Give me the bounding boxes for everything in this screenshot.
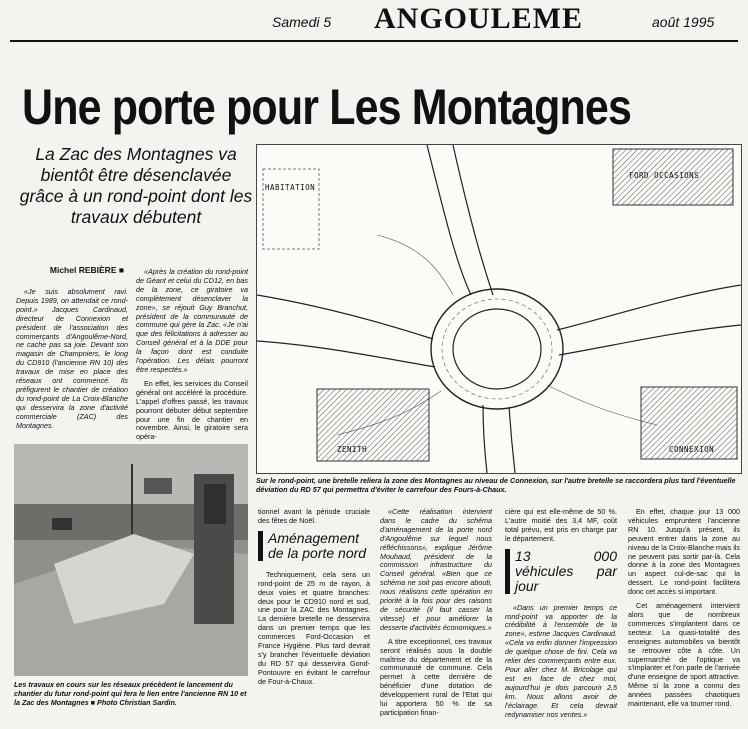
headline: Une porte pour Les Montagnes	[22, 79, 632, 135]
roundabout-plan	[256, 144, 742, 474]
col4-paragraph: «Cette réalisation intervient dans le cadre du schéma d'aménagement de la porte nord d'Angoulême sur lequel nous réfléchissons», explique Jérôme Mouhaud, président de la commission infrastructure du Conseil général. «Bien que ce schéma ne soit pas encore abouti, nous réalisons cette opération en priorité à la fois pour des raisons de sécurité (il faut casser la vitesse) et pour améliorer la desserte d'activités économiques.»	[380, 507, 492, 632]
col5-paragraph: cière qui est elle-même de 50 %. L'autre moitié des 3,4 MF, coût total prévu, est pris en charge par le département.	[505, 507, 617, 543]
map-label-habitation: HABITATION	[265, 183, 316, 192]
curb	[377, 235, 453, 295]
branch-west-edge	[257, 341, 435, 367]
map-label-connexion: CONNEXION	[669, 445, 715, 454]
masthead-date: Samedi 5	[272, 14, 332, 30]
map-label-ford: FORD OCCASIONS	[629, 171, 700, 180]
section-heading: 13 000 véhicules par jour	[505, 549, 617, 594]
col3-paragraph: tionnel avant la période cruciale des fêtes de Noël.	[258, 507, 370, 525]
section-heading: Aménagement de la porte nord	[258, 531, 370, 561]
masthead-city: ANGOULEME	[374, 2, 584, 35]
roundabout-outer	[431, 289, 563, 409]
article-column-4	[380, 508, 492, 723]
col4-paragraph: A titre exceptionnel, ces travaux seront réalisés sous la double maîtrise du département et de la communauté de commune. Cela permet à cette dernière de bénéficier d'une dotation de développement rural de l'Etat qui lui apportera 50 % de sa participation finan-	[380, 636, 492, 717]
branch-east	[557, 285, 741, 330]
article-column-2	[136, 268, 248, 447]
col2-paragraph: En effet, les services du Conseil général ont accéléré la procédure. L'appel d'offres passé, les travaux pourront débuter début septembre pour une fin de chantier en novembre. Ainsi, le giratoire sera opéra-	[136, 378, 248, 442]
roundabout-inner	[453, 309, 541, 389]
col3-paragraph: Techniquement, cela sera un rond-point de 25 m de rayon, à deux voies et quatre branches: deux pour le CD910 nord et sud, une pour la ZAC des Montagnes. La dernière bretelle ne desservira dans un premier temps que les commerces Ford-Occasion et France Hygiène. Plus tard devrait s'y brancher l'éventuelle déviation du RD 57 qui desservira Gond-Pontouvre en évitant le carrefour de Four-à-Chaux.	[258, 569, 370, 686]
branch-east-edge	[559, 325, 741, 355]
subhead: La Zac des Montagnes va bientôt être désenclavée grâce à un rond-point dont les travaux débutent	[19, 144, 253, 227]
roundabout-lane	[442, 299, 552, 399]
map-caption: Sur le rond-point, une bretelle reliera la zone des Montagnes au niveau de Connexion, sur l'autre bretelle se raccordera plus tard l'éventuelle déviation du RD 57 qui permettra d'éviter le carrefour des Fours-à-Chaux.	[256, 476, 736, 494]
branch-west	[257, 295, 433, 339]
masthead-month: août 1995	[652, 14, 715, 30]
map-label-zenith: ZENITH	[337, 445, 368, 454]
construction-photo	[14, 444, 248, 676]
road-south	[483, 405, 487, 473]
article-column-1	[16, 288, 128, 436]
roundabout-plan-drawing	[257, 145, 741, 473]
road-south-edge	[509, 407, 515, 473]
col2-paragraph: «Après la création du rond-point de Géant et celui du CD12, en bas de la zone, ce giratoire va complètement désenclaver la zone», se réjouit Guy Branchut, président de la communauté de commune qui gère la Zac. «Je n'ai que des félicitations à adresser au Conseil général et à la DDE pour la façon dont est conduite l'opération. Les délais pourront être respectés.»	[136, 267, 248, 374]
article-column-5	[505, 508, 617, 724]
article-column-6	[628, 508, 740, 714]
habitation-lot	[263, 169, 319, 249]
col6-paragraph: Cet aménagement intervient alors que de nombreux commerces s'implantent dans ce secteur. La quasi-totalité des enseignes automobiles va bientôt se retrouver côte à côte. Un supermarché de l'optique va s'implanter et l'on parle de l'arrivée d'une enseigne de sport attractive. Même si la zone a connu des années passées chaotiques maintenant, elle va tourner rond.	[628, 601, 740, 709]
col5-paragraph: «Dans un premier temps ce rond-point va apporter de la crédibilité à l'ensemble de la zone», estime Jacques Cardinaud. «Cela va enfin donner l'impression de quelque chose de fini. Cela va relier des commerçants entre eux. Pour aller chez M. Bricolage qui est en face de chez moi, aujourd'hui je dois parcourir 2,5 km. Nous allons avoir de l'éclairage. Et cela devrait redynamiser nos ventes.»	[505, 602, 617, 719]
col1-paragraph: «Je suis absolument ravi. Depuis 1989, on attendait ce rond-point.» Jacques Cardinaud, directeur de Connexion et président de l'association des commerçants d'Angoulême-Nord, ne cache pas sa joie. Devant son magasin de Champniers, le long du CD910 (l'ancienne RN 10) des travaux de mise en place des réseaux ont commencé. Ils préfigurent le chantier de création du rond-point de La Croix-Blanche qui desservira la zone d'activité commerciale (ZAC) des Montagnes.	[16, 287, 128, 430]
col6-paragraph: En effet, chaque jour 13 000 véhicules empruntent l'ancienne RN 10. Jusqu'à présent, ils peuvent entrer dans la zone au niveau de la Croix-Blanche mais ils ne peuvent pas sortir par-là. Cela donne à la zone des Montagnes un aspect cul-de-sac qui la dessert. Le rond-point facilitera donc cet accès si important.	[628, 507, 740, 597]
photo-caption: Les travaux en cours sur les réseaux précèdent le lancement du chantier du futur rond-point qui fera le lien entre l'ancienne RN 10 et la Zac des Montagnes ■ Photo Christian Sardin.	[14, 680, 247, 707]
article-column-3	[258, 508, 370, 692]
construction-photo-image	[14, 444, 248, 676]
road-cd910-edge	[453, 145, 493, 295]
masthead-rule	[10, 40, 738, 42]
road-cd910	[427, 145, 471, 295]
byline: Michel REBIÈRE ■	[38, 265, 124, 275]
